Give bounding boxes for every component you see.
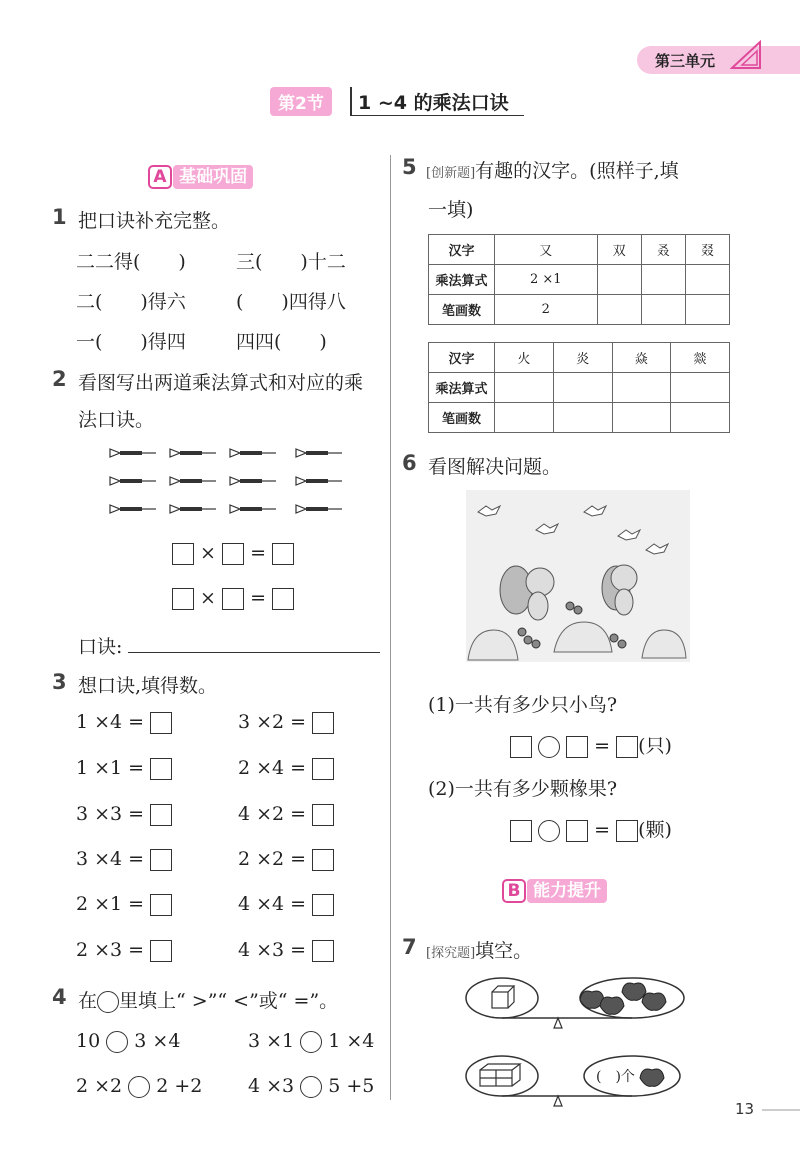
q2-equation[interactable]: × = (172, 587, 294, 610)
q1-item[interactable]: 二二得( ) (76, 251, 186, 273)
q5-text: 一填) (428, 199, 474, 221)
section-pill: 第2节 (270, 87, 332, 116)
q6-text: 看图解决问题。 (428, 456, 562, 478)
q3-item[interactable]: 4 ×2 = (238, 803, 334, 826)
q2-text: 看图写出两道乘法算式和对应的乘 (78, 372, 364, 394)
q5-text: [创新题]有趣的汉字。(照样子,填 (426, 160, 679, 182)
q3-item[interactable]: 2 ×1 = (76, 893, 172, 916)
q4-item[interactable]: 4 ×3 5 +5 (248, 1075, 375, 1097)
section-b-letter: B (502, 879, 526, 903)
q3-item[interactable]: 3 ×4 = (76, 848, 172, 871)
balance-scale-1 (462, 970, 692, 1032)
section-a-letter: A (148, 165, 172, 189)
q4-item[interactable]: 2 ×2 2 +2 (76, 1075, 203, 1097)
q3-item[interactable]: 3 ×2 = (238, 711, 334, 734)
q3-item[interactable]: 2 ×3 = (76, 939, 172, 962)
q1-item[interactable]: ( )四得八 (236, 291, 346, 313)
q5-table-2: 汉字 火 炎 焱 燚 乘法算式 笔画数 (428, 342, 730, 433)
q4-item[interactable]: 10 3 ×4 (76, 1030, 181, 1052)
q7-blank[interactable]: ( )个 (596, 1069, 635, 1085)
page-number-line (762, 1109, 800, 1111)
q3-item[interactable]: 1 ×1 = (76, 757, 172, 780)
page-title: 1 ~4 的乘法口诀 (358, 92, 509, 114)
title-bar (262, 87, 524, 115)
q2-rhyme-line[interactable] (128, 652, 380, 653)
q4-number: 4 (52, 985, 67, 1009)
q4-item[interactable]: 3 ×1 1 ×4 (248, 1030, 375, 1052)
q3-item[interactable]: 2 ×2 = (238, 848, 334, 871)
balance-scale-2 (462, 1050, 692, 1112)
q1-item[interactable]: 二( )得六 (76, 291, 186, 313)
q6-number: 6 (402, 451, 417, 475)
q2-equation[interactable]: × = (172, 542, 294, 565)
q1-item[interactable]: 三( )十二 (236, 251, 346, 273)
q3-item[interactable]: 1 ×4 = (76, 711, 172, 734)
q4-text: 在 里填上“ >”“ <”或“ =”。 (78, 990, 339, 1012)
q3-item[interactable]: 2 ×4 = (238, 757, 334, 780)
q2-rhyme-label: 口诀: (78, 636, 123, 658)
section-b-header (502, 876, 607, 903)
squirrels-birds-illustration (466, 490, 690, 662)
darts-illustration (108, 443, 358, 523)
q3-item[interactable]: 4 ×4 = (238, 893, 334, 916)
q1-item[interactable]: 一( )得四 (76, 331, 186, 353)
circle-icon (97, 991, 119, 1013)
q2-number: 2 (52, 367, 67, 391)
q7-text: [探究题]填空。 (426, 940, 533, 962)
q2-text: 法口诀。 (78, 409, 155, 431)
q1-text: 把口诀补充完整。 (78, 210, 231, 232)
q5-table-1: 汉字 又 双 叒 叕 乘法算式 2 ×1 笔画数 2 (428, 234, 730, 325)
q6-equation-2[interactable]: = (颗) (510, 815, 672, 842)
triangle-ruler-icon (730, 38, 764, 70)
q1-item[interactable]: 四四( ) (236, 331, 327, 353)
section-a-label: 基础巩固 (173, 165, 253, 189)
unit-label: 第三单元 (655, 52, 716, 70)
q6-equation-1[interactable]: = (只) (510, 731, 672, 758)
q3-text: 想口诀,填得数。 (78, 675, 218, 697)
page-number: 13 (735, 1100, 755, 1118)
q3-item[interactable]: 4 ×3 = (238, 939, 334, 962)
section-b-label: 能力提升 (527, 879, 607, 903)
q6-sub1: (1)一共有多少只小鸟? (428, 694, 618, 716)
q7-number: 7 (402, 935, 417, 959)
q3-number: 3 (52, 670, 67, 694)
q1-number: 1 (52, 205, 67, 229)
q3-item[interactable]: 3 ×3 = (76, 803, 172, 826)
q5-number: 5 (402, 155, 417, 179)
section-a-header (148, 162, 253, 189)
q6-sub2: (2)一共有多少颗橡果? (428, 778, 618, 800)
column-divider (390, 155, 391, 1100)
